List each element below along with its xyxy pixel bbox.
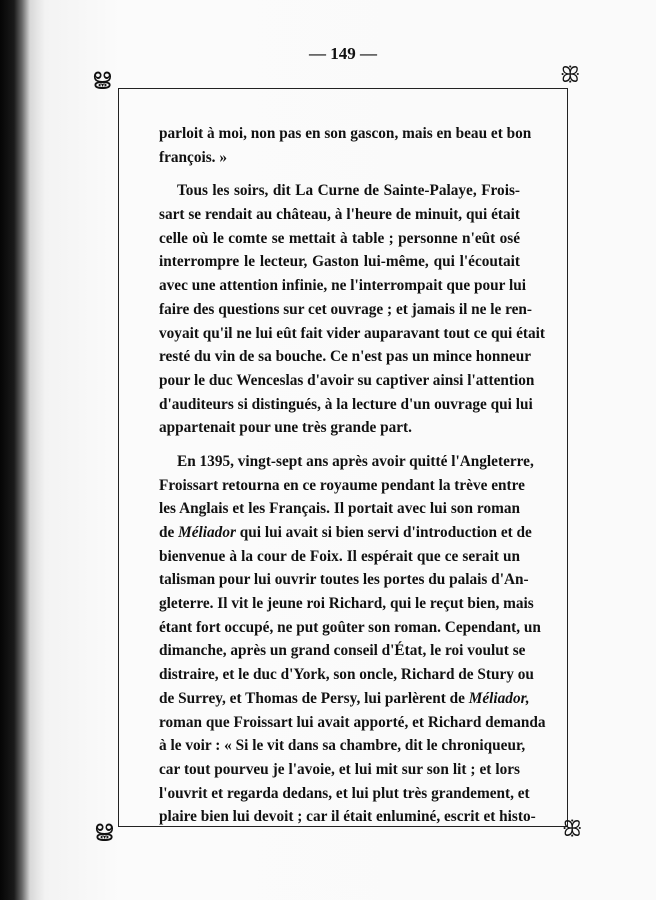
text-line bbox=[159, 568, 529, 592]
text-line bbox=[159, 545, 520, 569]
text-line bbox=[159, 734, 526, 758]
body-text bbox=[159, 122, 546, 829]
italic-title: Méliador bbox=[178, 524, 236, 541]
text-segment: avec une attention infinie, ne l'interrompait que pour lui bbox=[159, 277, 526, 295]
paragraph-gap bbox=[159, 169, 520, 179]
text-segment: talisman pour lui ouvrir toutes les portes du palais d'An- bbox=[159, 571, 529, 589]
text-segment: étant fort occupé, ne put goûter son roman. Cependant, un bbox=[159, 618, 541, 636]
text-line bbox=[159, 782, 530, 806]
text-line bbox=[159, 521, 532, 545]
text-line bbox=[159, 345, 531, 369]
corner-ornament-icon: ꕥ bbox=[560, 62, 581, 87]
text-line bbox=[159, 758, 520, 782]
corner-ornament-icon: ꕥ bbox=[562, 816, 583, 841]
text-segment: françois. » bbox=[159, 148, 227, 166]
paragraph bbox=[159, 450, 546, 829]
paragraph bbox=[159, 179, 545, 440]
text-line bbox=[159, 663, 534, 687]
text-segment: dimanche, après un grand conseil d'État, le roi voulut se bbox=[159, 642, 526, 660]
paragraph-gap bbox=[159, 440, 520, 450]
text-segment: d'auditeurs si distingués, à la lecture d'un ouvrage qui lui bbox=[159, 395, 533, 413]
text-segment: resté du vin de sa bouche. Ce n'est pas un mince honneur bbox=[159, 348, 531, 366]
text-line bbox=[159, 250, 520, 274]
text-segment: faire des questions sur cet ouvrage ; et jamais il ne le ren- bbox=[159, 300, 533, 318]
text-segment: bienvenue à la cour de Foix. Il espérait que ce serait un bbox=[159, 547, 520, 565]
corner-ornament-icon: ൠ bbox=[92, 64, 112, 89]
text-line bbox=[159, 369, 535, 393]
text-segment: sart se rendait au château, à l'heure de minuit, qui était bbox=[159, 206, 520, 224]
text-segment: parloit à moi, non pas en son gascon, mais en beau et bon bbox=[159, 125, 532, 142]
text-line bbox=[159, 450, 534, 474]
text-line bbox=[159, 805, 536, 829]
text-segment: à le voir : « Si le vit dans sa chambre, dit le chroniqueur, bbox=[159, 737, 526, 755]
text-line bbox=[159, 122, 532, 146]
text-segment: interrompre le lecteur, Gaston lui-même, qui l'écoutait bbox=[159, 253, 520, 271]
text-line bbox=[159, 474, 525, 498]
text-segment: gleterre. Il vit le jeune roi Richard, qui le reçut bien, mais bbox=[159, 595, 534, 613]
corner-ornament-icon: ൠ bbox=[94, 816, 114, 841]
text-segment: distraire, et le duc d'York, son oncle, Richard de Stury ou bbox=[159, 666, 534, 684]
text-segment: les Anglais et les Français. Il portait avec lui son roman bbox=[159, 500, 520, 518]
text-segment: de Surrey, et Thomas de Persy, lui parlèrent de bbox=[159, 689, 469, 707]
text-segment: Froissart retourna en ce royaume pendant la trève entre bbox=[159, 476, 525, 494]
italic-title: Méliador, bbox=[468, 689, 530, 707]
text-segment: voyait qu'il ne lui eût fait vider auparavant tout ce qui était bbox=[159, 324, 545, 342]
text-segment: plaire bien lui devoit ; car il était enluminé, escrit et histo- bbox=[159, 808, 536, 826]
paragraph bbox=[159, 122, 532, 169]
text-segment: Tous les soirs, dit La Curne de Sainte-Palaye, Frois- bbox=[177, 182, 520, 200]
text-line bbox=[159, 592, 534, 616]
text-segment: appartenait pour une très grande part. bbox=[159, 419, 412, 437]
text-line bbox=[159, 711, 546, 735]
text-line bbox=[159, 687, 530, 711]
text-line bbox=[159, 393, 533, 417]
text-line bbox=[159, 274, 526, 298]
text-line bbox=[159, 146, 520, 170]
text-line bbox=[159, 639, 526, 663]
text-line bbox=[159, 616, 541, 640]
text-line bbox=[159, 203, 520, 227]
text-line bbox=[159, 179, 520, 203]
text-segment: roman que Froissart lui avait apporté, et Richard demanda bbox=[159, 713, 546, 731]
text-line bbox=[159, 227, 520, 251]
text-line bbox=[159, 322, 545, 346]
text-segment: de bbox=[159, 524, 179, 541]
page-number: — 149 — bbox=[309, 44, 377, 63]
text-line bbox=[159, 497, 520, 521]
text-segment: pour le duc Wenceslas d'avoir su captiver ainsi l'attention bbox=[159, 371, 535, 389]
text-segment: qui lui avait si bien servi d'introduction et de bbox=[235, 524, 532, 541]
text-line bbox=[159, 416, 520, 440]
text-segment: car tout pourveu je l'avoie, et lui mit sur son lit ; et lors bbox=[159, 760, 520, 778]
text-segment: celle où le comte se mettait à table ; personne n'eût osé bbox=[159, 229, 520, 247]
text-line bbox=[159, 298, 533, 322]
text-segment: En 1395, vingt-sept ans après avoir quitté l'Angleterre, bbox=[177, 452, 534, 470]
text-segment: l'ouvrit et regarda dedans, et lui plut très grandement, et bbox=[159, 784, 530, 802]
